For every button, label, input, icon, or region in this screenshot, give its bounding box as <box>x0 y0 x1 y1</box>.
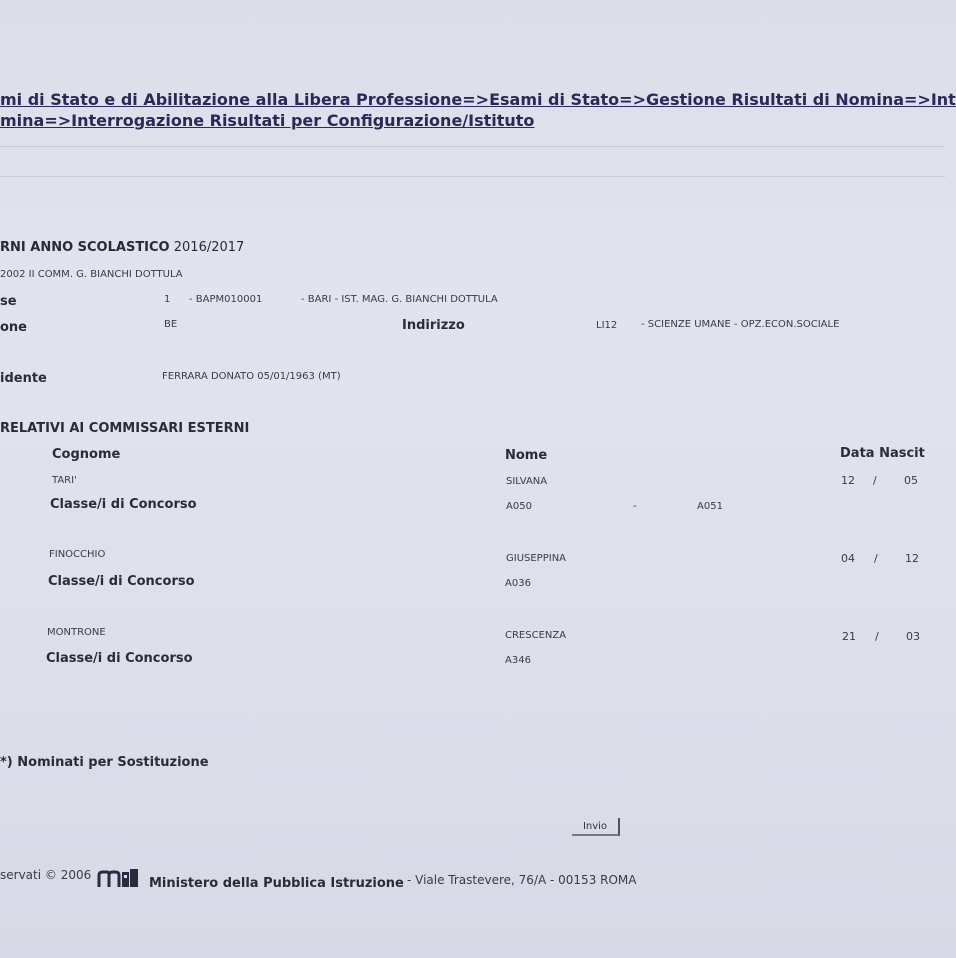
nome-cell: GIUSEPPINA <box>506 553 567 564</box>
sede-name: - BARI - IST. MAG. G. BIANCHI DOTTULA <box>301 294 498 305</box>
classe-code: A346 <box>505 655 531 666</box>
page-title-text: RNI ANNO SCOLASTICO <box>0 240 170 255</box>
crumb-link-esami-abilitazione[interactable]: mi di Stato e di Abilitazione alla Libera Professione <box>0 90 463 109</box>
crumb-separator: => <box>619 90 646 109</box>
divider <box>0 146 945 147</box>
date-separator: / <box>873 474 877 487</box>
classe-code: A050 <box>506 501 532 512</box>
birth-month: 12 <box>905 552 919 565</box>
cognome-cell: MONTRONE <box>47 627 106 638</box>
page-title <box>0 240 244 255</box>
nome-cell: CRESCENZA <box>505 630 567 641</box>
birth-day: 04 <box>841 552 855 565</box>
invio-button[interactable]: Invio <box>572 818 620 836</box>
crumb-link-gestione-risultati[interactable]: Gestione Risultati di Nomina <box>645 90 904 109</box>
cognome-cell: FINOCCHIO <box>49 549 106 560</box>
birth-month: 05 <box>904 474 918 487</box>
copyright: servati © 2006 <box>0 868 92 882</box>
crumb-separator: => <box>462 90 490 109</box>
date-separator: / <box>874 552 878 565</box>
cognome-cell: TARI' <box>52 475 77 486</box>
ministry-name: Ministero della Pubblica Istruzione <box>149 876 404 891</box>
column-header-cognome: Cognome <box>52 447 121 462</box>
nome-cell: SILVANA <box>506 476 548 487</box>
ministry-address: - Viale Trastevere, 76/A - 00153 ROMA <box>407 873 637 887</box>
classe-label: Classe/i di Concorso <box>48 574 195 589</box>
section-title: RELATIVI AI COMMISSARI ESTERNI <box>0 421 250 436</box>
column-header-nome: Nome <box>505 448 548 463</box>
date-separator: / <box>875 630 879 643</box>
commissione-label: one <box>0 320 28 335</box>
column-header-data-nascita: Data Nascit <box>840 446 925 461</box>
sede-code: - BAPM010001 <box>189 294 263 305</box>
indirizzo-code: LI12 <box>596 320 618 331</box>
breadcrumb-line-1 <box>0 90 956 109</box>
classe-code: A051 <box>697 501 723 512</box>
crumb-separator: => <box>904 90 931 109</box>
divider <box>0 176 945 177</box>
classe-label: Classe/i di Concorso <box>50 497 197 512</box>
crumb-link-esami-stato[interactable]: Esami di Stato <box>489 90 620 109</box>
indirizzo-value: - SCIENZE UMANE - OPZ.ECON.SOCIALE <box>641 319 840 330</box>
breadcrumb-line-2 <box>0 111 534 130</box>
substitution-note: *) Nominati per Sostituzione <box>0 755 209 770</box>
sede-number: 1 <box>164 294 171 305</box>
presidente-value: FERRARA DONATO 05/01/1963 (MT) <box>162 371 341 382</box>
page-title-year: 2016/2017 <box>173 240 245 255</box>
classe-separator: - <box>633 501 637 512</box>
birth-day: 12 <box>841 474 855 487</box>
crumb-link-nomina[interactable]: mina <box>0 111 45 130</box>
classe-code: A036 <box>505 578 531 589</box>
indirizzo-label: Indirizzo <box>402 318 465 333</box>
crumb-separator: => <box>44 111 72 130</box>
crumb-link-int[interactable]: Int <box>930 90 956 109</box>
presidente-label: idente <box>0 371 47 386</box>
commission-name: 2002 II COMM. G. BIANCHI DOTTULA <box>0 269 183 280</box>
birth-day: 21 <box>842 630 856 643</box>
mpi-logo <box>97 867 141 889</box>
sede-label: se <box>0 294 17 309</box>
birth-month: 03 <box>906 630 920 643</box>
classe-label: Classe/i di Concorso <box>46 651 193 666</box>
commissione-value: BE <box>164 319 178 330</box>
crumb-link-interrogazione[interactable]: Interrogazione Risultati per Configurazione/Istituto <box>71 111 535 130</box>
